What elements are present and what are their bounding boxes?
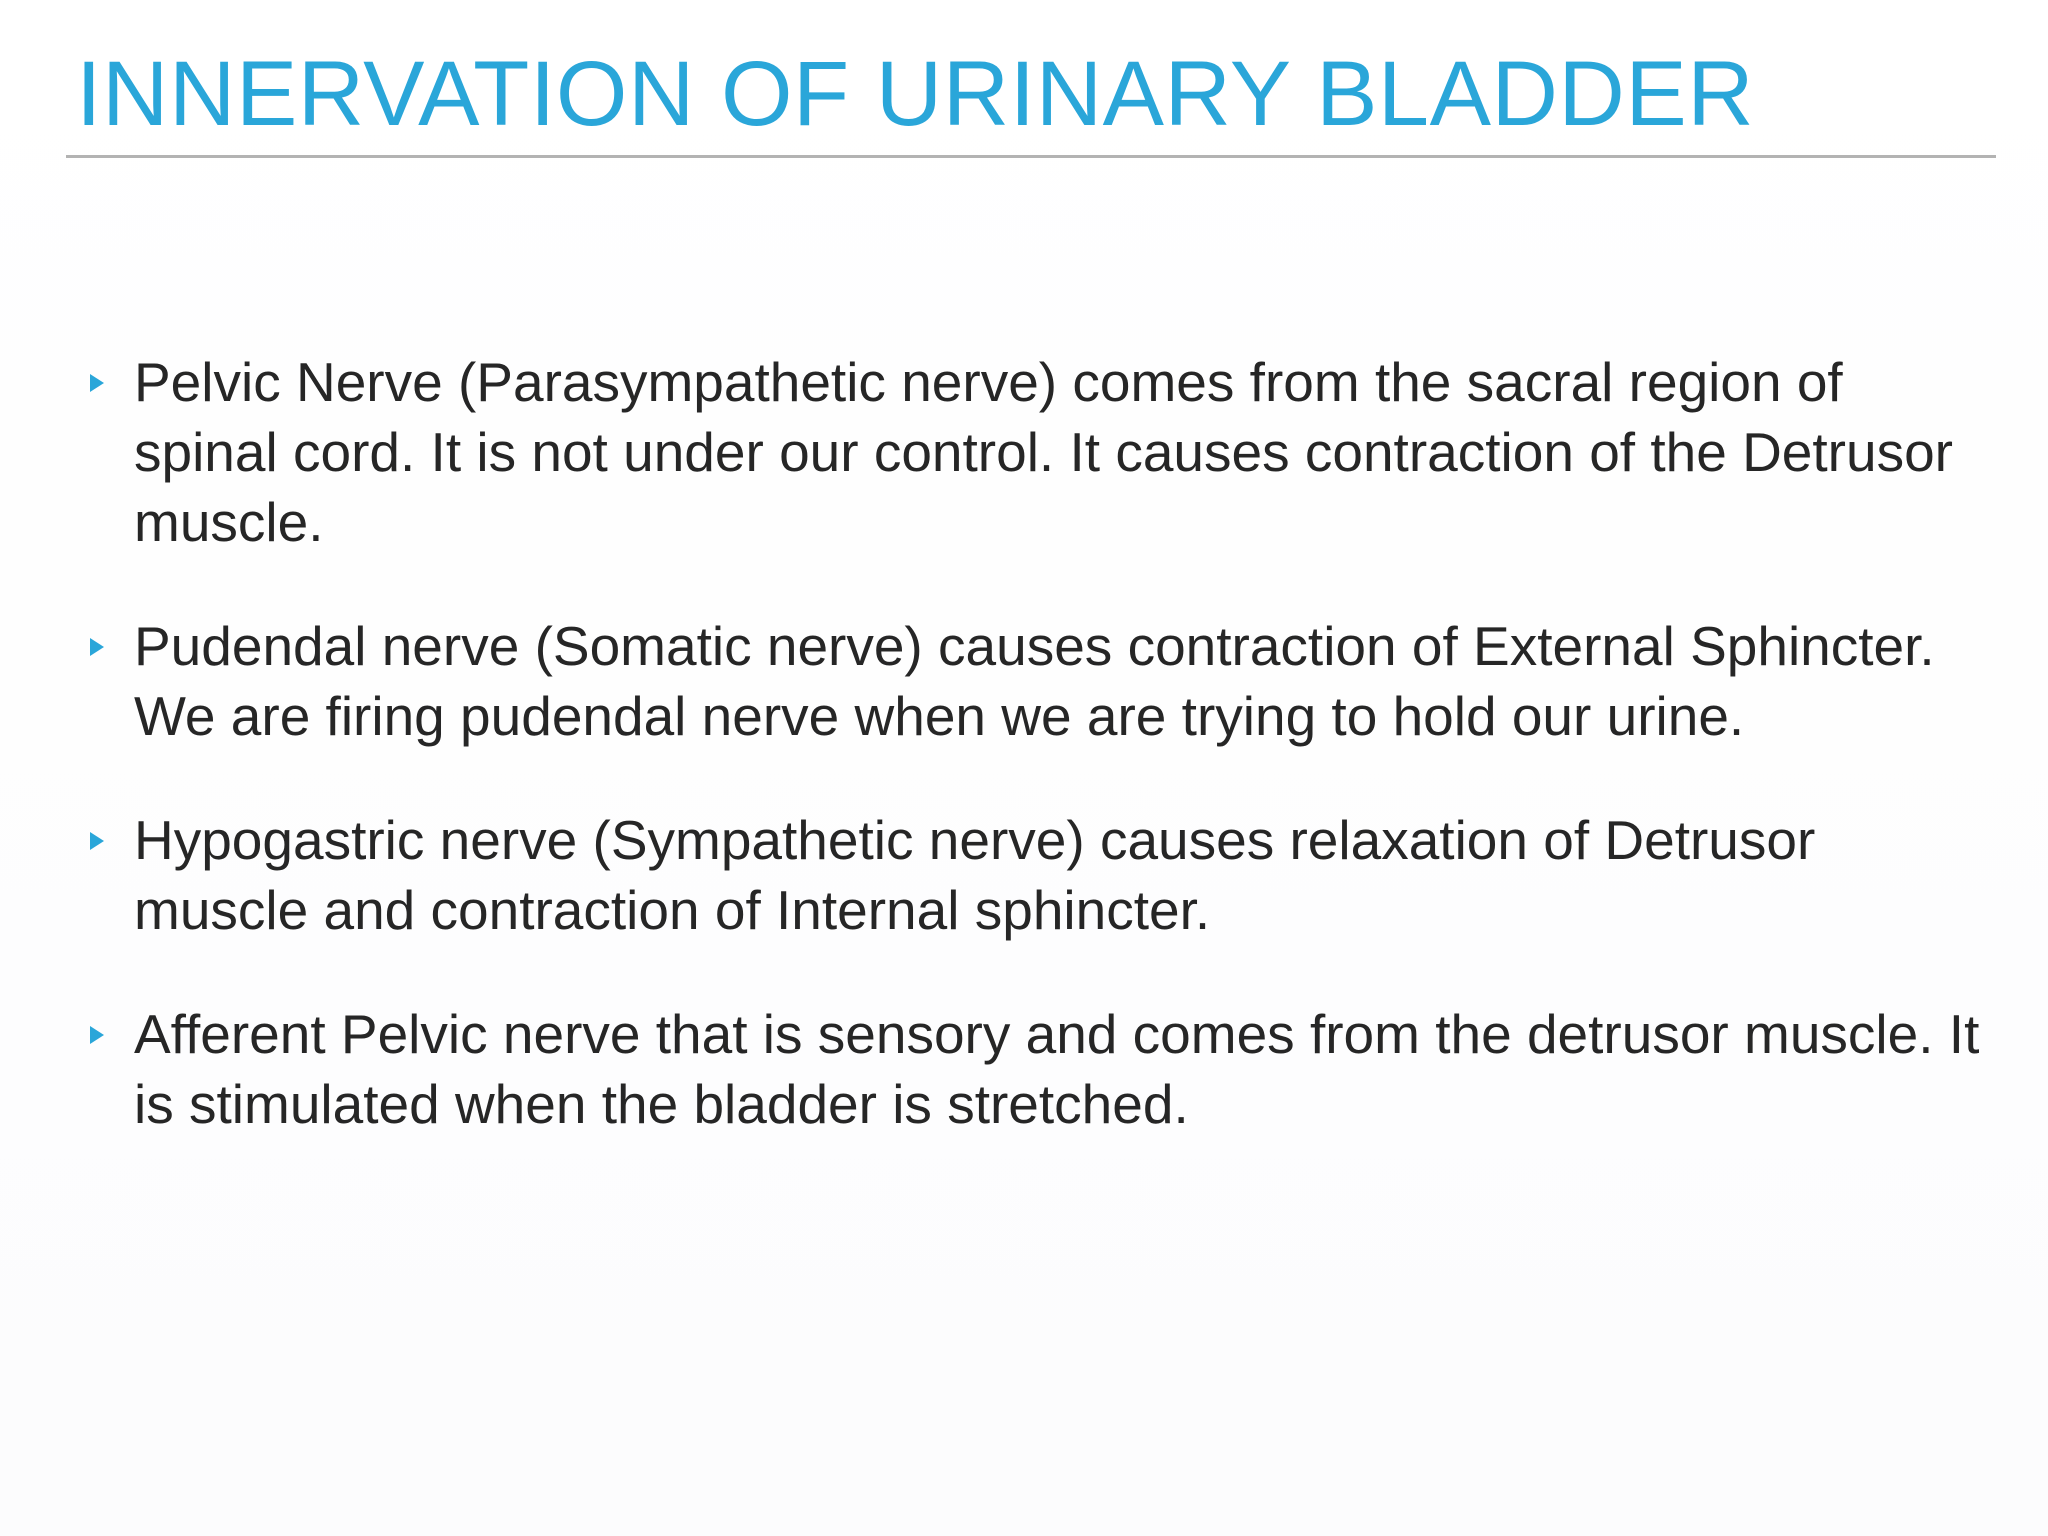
bullet-item: [86, 999, 1996, 1139]
bullet-item: [86, 611, 1996, 751]
triangle-bullet-icon: [90, 374, 104, 392]
triangle-bullet-icon: [90, 638, 104, 656]
bullet-text: Pudendal nerve (Somatic nerve) causes contraction of External Sphincter. We are firing pudendal nerve when we are trying to hold our urine.: [134, 615, 1935, 747]
slide-title: INNERVATION OF URINARY BLADDER: [76, 43, 1755, 145]
bullet-item: [86, 805, 1996, 945]
title-divider: [66, 155, 1996, 158]
triangle-bullet-icon: [90, 1026, 104, 1044]
triangle-bullet-icon: [90, 832, 104, 850]
bullet-text: Hypogastric nerve (Sympathetic nerve) causes relaxation of Detrusor muscle and contraction of Internal sphincter.: [134, 809, 1816, 941]
bullet-list: [86, 347, 1996, 1193]
bullet-item: [86, 347, 1996, 557]
bullet-text: Afferent Pelvic nerve that is sensory and comes from the detrusor muscle. It is stimulated when the bladder is stretched.: [134, 1003, 1980, 1135]
bullet-text: Pelvic Nerve (Parasympathetic nerve) comes from the sacral region of spinal cord. It is not under our control. It causes contraction of the Detrusor muscle.: [134, 351, 1953, 553]
